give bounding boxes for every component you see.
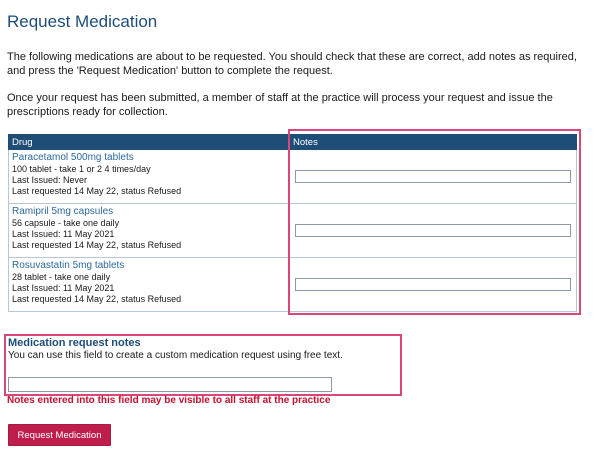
notes-column-header: Notes <box>290 135 577 150</box>
medications-table <box>8 134 577 312</box>
page-title: Request Medication <box>7 12 158 31</box>
drug-column-header: Drug <box>9 135 290 150</box>
info-text: Once your request has been submitted, a member of staff at the practice will process your request and issue the prescriptions ready for collection. <box>7 92 553 118</box>
drug-notes-input[interactable] <box>295 170 571 183</box>
request-notes-input[interactable] <box>8 377 332 392</box>
intro-text: The following medications are about to be requested. You should check that these are correct, add notes as required, and press the 'Request Medication' button to complete the request. <box>7 51 577 77</box>
request-notes-help: You can use this field to create a custom medication request using free text. <box>8 350 343 361</box>
visibility-warning: Notes entered into this field may be visible to all staff at the practice <box>7 395 331 406</box>
drug-name: Paracetamol 500mg tablets <box>12 152 134 163</box>
drug-last-requested: Last requested 14 May 22, status Refused <box>12 186 182 196</box>
drug-cell <box>9 150 290 204</box>
drug-dosage: 100 tablet - take 1 or 2 4 times/day <box>12 164 151 174</box>
drug-last-requested: Last requested 14 May 22, status Refused <box>12 294 182 304</box>
notes-cell <box>290 204 577 258</box>
table-row <box>9 204 577 258</box>
notes-cell <box>290 258 577 312</box>
request-medication-button[interactable]: Request Medication <box>8 424 111 446</box>
notes-cell <box>290 150 577 204</box>
table-row <box>9 150 577 204</box>
drug-notes-input[interactable] <box>295 278 571 291</box>
drug-last-issued: Last Issued: 11 May 2021 <box>12 229 115 239</box>
drug-cell <box>9 258 290 312</box>
drug-last-requested: Last requested 14 May 22, status Refused <box>12 240 182 250</box>
request-notes-heading: Medication request notes <box>8 337 141 349</box>
drug-dosage: 28 tablet - take one daily <box>12 272 111 282</box>
drug-dosage: 56 capsule - take one daily <box>12 218 120 228</box>
drug-notes-input[interactable] <box>295 224 571 237</box>
drug-cell <box>9 204 290 258</box>
drug-name: Ramipril 5mg capsules <box>12 206 114 217</box>
table-header-row <box>9 135 577 150</box>
drug-name: Rosuvastatin 5mg tablets <box>12 260 125 271</box>
drug-last-issued: Last Issued: 11 May 2021 <box>12 283 115 293</box>
drug-last-issued: Last Issued: Never <box>12 175 88 185</box>
table-row <box>9 258 577 312</box>
